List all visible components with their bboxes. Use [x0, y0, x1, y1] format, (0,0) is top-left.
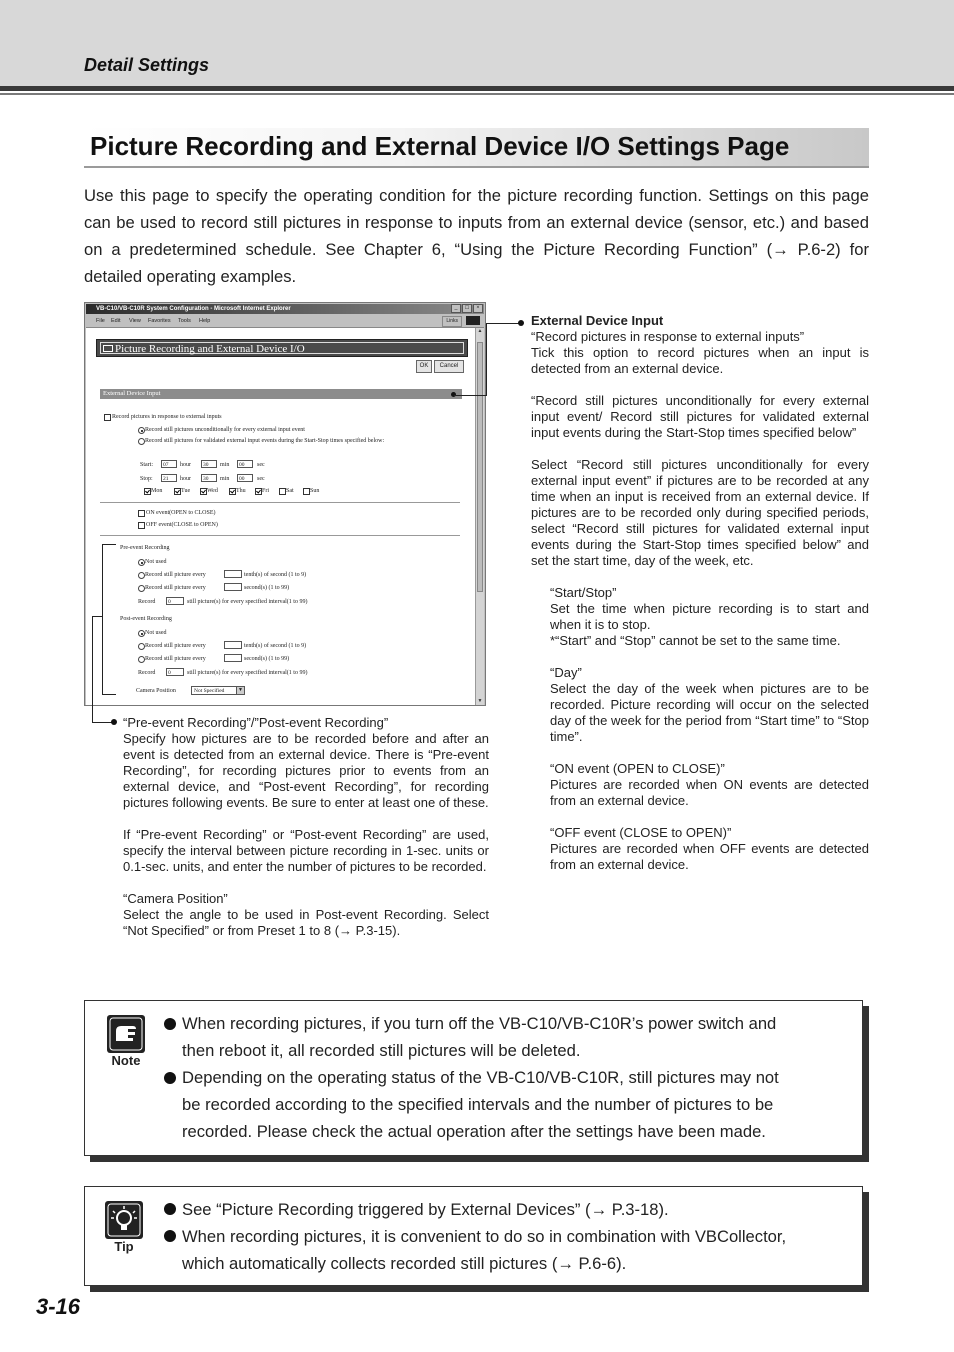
post-tenths-input[interactable]: [224, 641, 242, 649]
pre-event-heading: Pre-event Recording: [120, 545, 170, 551]
window-titlebar: [86, 304, 484, 314]
note-icon: [107, 1015, 145, 1053]
pre-tenths-radio[interactable]: [138, 572, 145, 579]
post-not-used-label: Not used: [145, 630, 167, 636]
external-input-heading: External Device Input: [531, 313, 664, 328]
tip-label: Tip: [114, 1239, 134, 1254]
day-thu-checkbox[interactable]: [229, 488, 236, 495]
divider: [100, 502, 460, 503]
page-title-text: Picture Recording and External Device I/O Settings Page: [90, 131, 790, 161]
note-text: be recorded according to the specified intervals and the number of pictures to be: [182, 1095, 774, 1114]
start-sec-input[interactable]: 00: [237, 460, 253, 468]
off-event-label: OFF event(CLOSE to OPEN): [146, 522, 218, 528]
divider: [100, 535, 460, 536]
cancel-button[interactable]: Cancel: [434, 360, 464, 373]
day-mon-label: Mon: [151, 488, 163, 494]
external-input-description: [531, 313, 869, 889]
day-sat-checkbox[interactable]: [279, 488, 286, 495]
callout-dot: [111, 719, 117, 725]
uncond-label: Record still pictures unconditionally for every external input event: [145, 427, 305, 433]
tip-text: which automatically collects recorded still pictures (→ P.6-6).: [182, 1254, 627, 1273]
tip-text: When recording pictures, it is convenient to do so in combination with VBCollector,: [182, 1227, 787, 1246]
page-title: [84, 128, 869, 168]
start-min-input[interactable]: 30: [201, 460, 217, 468]
lightbulb-icon: [105, 1201, 143, 1239]
start-hour-input[interactable]: 07: [161, 460, 177, 468]
day-tue-label: Tue: [181, 488, 191, 494]
menu-favorites[interactable]: Favorites: [148, 318, 171, 324]
pre-seconds-label: Record still picture every: [145, 585, 206, 591]
window-icon: [103, 345, 113, 352]
stop-sec-unit: sec: [257, 476, 265, 482]
post-tenths-radio[interactable]: [138, 643, 145, 650]
browser-screenshot: [84, 302, 486, 706]
chevron-down-icon: ▼: [236, 687, 244, 694]
desc-text: Set the time when picture recording is to start and when it is to stop.: [550, 601, 869, 632]
day-fri-label: Fri: [262, 488, 270, 494]
post-record-label: Record: [138, 670, 156, 676]
pre-tenths-suffix: tenth(s) of second (1 to 9): [244, 572, 307, 578]
start-sec-unit: sec: [257, 462, 265, 468]
pre-seconds-input[interactable]: [224, 583, 242, 591]
bullet-icon: [164, 1230, 176, 1242]
page-body: [86, 328, 478, 705]
note-text: recorded. Please check the actual operation after the settings have been made.: [182, 1122, 766, 1141]
desc-text: Select the angle to be used in Post-event Recording. Select “Not Specified” or from Preset 1 to 8 (→ P.3-15).: [123, 907, 489, 938]
links-button[interactable]: Links: [442, 316, 462, 327]
off-event-checkbox[interactable]: [138, 522, 145, 529]
off-event-title: “OFF event (CLOSE to OPEN)”: [550, 825, 732, 840]
menu-edit[interactable]: Edit: [111, 318, 121, 324]
stop-hour-unit: hour: [180, 476, 191, 482]
settings-title: [100, 342, 464, 354]
header-rule-thin: [0, 93, 954, 95]
bullet-icon: [164, 1203, 176, 1215]
post-not-used-radio[interactable]: [138, 630, 145, 637]
stop-label: Stop:: [140, 476, 153, 482]
post-seconds-suffix: second(s) (1 to 99): [244, 656, 290, 662]
callout-line: [92, 616, 102, 617]
settings-title-bar: [96, 339, 468, 357]
note-label: Note: [111, 1053, 141, 1068]
vertical-scrollbar[interactable]: [475, 328, 484, 705]
ok-button[interactable]: OK: [416, 360, 432, 373]
callout-line: [92, 616, 93, 722]
callout-line: [486, 323, 522, 324]
post-tenths-label: Record still picture every: [145, 643, 206, 649]
desc-text: Select the day of the week when pictures are to be recorded. Picture recording will occur on the selected day of the week for the period from “Start time” to “Stop time”.: [550, 681, 869, 744]
pre-tenths-input[interactable]: [224, 570, 242, 578]
desc-text: “Record pictures in response to external inputs”: [531, 329, 805, 344]
intro-paragraph: Use this page to specify the operating condition for the picture recording function. Settings on this page can be used to record still pictures in response to inputs from an external device (sensor, etc.) and based on a predetermined schedule. See Chapter 6, “Using the Picture Recording Function” (→ P.6-2) for detailed operating examples.: [84, 186, 869, 286]
pre-record-suffix: still picture(s) for every specified interval(1 to 99): [187, 599, 308, 605]
day-tue-checkbox[interactable]: [174, 488, 181, 495]
note-text: When recording pictures, if you turn off the VB-C10/VB-C10R’s power switch and: [182, 1014, 777, 1033]
tip-text: See “Picture Recording triggered by External Devices” (→ P.3-18).: [182, 1200, 669, 1219]
menu-help[interactable]: Help: [199, 318, 211, 324]
bullet-icon: [164, 1072, 176, 1084]
callout-line: [102, 544, 116, 545]
desc-text: Pictures are recorded when ON events are detected from an external device.: [550, 777, 869, 808]
camera-position-title: “Camera Position”: [123, 891, 228, 906]
start-hour-unit: hour: [180, 462, 191, 468]
day-fri-checkbox[interactable]: [255, 488, 262, 495]
section-label: Detail Settings: [84, 55, 210, 75]
desc-text: If “Pre-event Recording” or “Post-event Recording” are used, specify the interval between picture recording in 1-sec. units or 0.1-sec. units, and enter the number of pictures to be recorded.: [123, 827, 489, 874]
day-wed-label: Wed: [207, 488, 218, 494]
start-min-unit: min: [220, 462, 230, 468]
stop-hour-input[interactable]: 21: [161, 474, 177, 482]
menu-bar: [86, 315, 484, 328]
day-mon-checkbox[interactable]: [144, 488, 151, 495]
pre-post-description: [123, 715, 489, 955]
desc-text: “Record still pictures unconditionally for every external input event/ Record still pictures for validated external input events during the Start-Stop times specified below”: [531, 393, 869, 440]
uncond-radio[interactable]: [138, 427, 145, 434]
callout-line: [102, 544, 103, 694]
on-event-checkbox[interactable]: [138, 510, 145, 517]
menu-file[interactable]: File: [96, 318, 105, 324]
post-seconds-label: Record still picture every: [145, 656, 206, 662]
callout-line: [454, 395, 486, 396]
camera-position-select[interactable]: [191, 686, 245, 695]
scroll-thumb[interactable]: [477, 342, 483, 592]
ie-logo-icon: [466, 316, 480, 325]
on-event-label: ON event(OPEN to CLOSE): [146, 510, 216, 516]
record-on-input-checkbox[interactable]: [104, 414, 111, 421]
start-label: Start:: [140, 462, 153, 468]
post-event-heading: Post-event Recording: [120, 616, 172, 622]
desc-text: Pictures are recorded when OFF events are detected from an external device.: [550, 841, 869, 872]
post-seconds-input[interactable]: [224, 654, 242, 662]
post-record-input[interactable]: 0: [166, 668, 184, 676]
start-stop-title: “Start/Stop”: [550, 585, 617, 600]
menu-tools[interactable]: Tools: [178, 318, 191, 324]
scroll-up-icon[interactable]: ▲: [477, 329, 483, 334]
scroll-down-icon[interactable]: ▼: [477, 699, 483, 704]
callout-line: [102, 694, 116, 695]
day-sun-label: Sun: [310, 488, 320, 494]
page-number: 3-16: [36, 1294, 81, 1319]
camera-position-label: Camera Position: [136, 688, 176, 694]
desc-text: Specify how pictures are to be recorded before and after an event is detected from an external device. There is “Pre-event Recording”, for recording pictures prior to events from an external device, and “Post-event Recording”, for recording pictures following events. Be sure to enter at least one of these.: [123, 731, 489, 810]
maximize-icon[interactable]: □: [462, 304, 472, 313]
pre-record-label: Record: [138, 599, 156, 605]
post-seconds-radio[interactable]: [138, 656, 145, 663]
day-thu-label: Thu: [236, 488, 246, 494]
post-record-suffix: still picture(s) for every specified interval(1 to 99): [187, 670, 308, 676]
desc-text: *“Start” and “Stop” cannot be set to the same time.: [550, 633, 841, 648]
validated-label: Record still pictures for validated external input events during the Start-Stop times specified below:: [145, 438, 385, 444]
pre-not-used-radio[interactable]: [138, 559, 145, 566]
menu-view[interactable]: View: [129, 318, 141, 324]
stop-sec-input[interactable]: 00: [237, 474, 253, 482]
pre-not-used-label: Not used: [145, 559, 167, 565]
record-on-input-label: Record pictures in response to external inputs: [112, 414, 222, 420]
post-tenths-suffix: tenth(s) of second (1 to 9): [244, 643, 307, 649]
note-text: Depending on the operating status of the VB-C10/VB-C10R, still pictures may not: [182, 1068, 779, 1087]
on-event-title: “ON event (OPEN to CLOSE)”: [550, 761, 725, 776]
title-underline: [84, 166, 869, 168]
camera-position-value: Not Specified: [194, 688, 225, 694]
stop-min-input[interactable]: 30: [201, 474, 217, 482]
day-sun-checkbox[interactable]: [303, 488, 310, 495]
day-sat-label: Sat: [286, 488, 294, 494]
pre-record-input[interactable]: 0: [166, 597, 184, 605]
desc-text: Select “Record still pictures unconditionally for every external input event” if pictures are to be recorded at any time when an input is received from an external device. If pictures are to be recorded only during specified periods, select “Record still pictures for validated external input events during the Start-Stop times specified below” and set the start time, day of the week, etc.: [531, 457, 869, 568]
pre-seconds-suffix: second(s) (1 to 99): [244, 585, 290, 591]
pre-seconds-radio[interactable]: [138, 585, 145, 592]
bullet-icon: [164, 1018, 176, 1030]
window-controls: [451, 304, 483, 313]
day-wed-checkbox[interactable]: [200, 488, 207, 495]
validated-radio[interactable]: [138, 438, 145, 445]
day-title: “Day”: [550, 665, 582, 680]
window-title: VB-C10/VB-C10R System Configuration - Microsoft Internet Explorer: [96, 306, 291, 312]
callout-line: [486, 323, 487, 396]
close-icon[interactable]: ×: [473, 304, 483, 313]
desc-text: Tick this option to record pictures when an input is detected from an external device.: [531, 345, 869, 376]
pre-post-heading: “Pre-event Recording”/”Post-event Recording”: [123, 715, 389, 730]
note-text: then reboot it, all recorded still pictures will be deleted.: [182, 1041, 581, 1060]
external-device-input-header: External Device Input: [100, 389, 462, 399]
stop-min-unit: min: [220, 476, 230, 482]
settings-title-text: Picture Recording and External Device I/O: [115, 343, 305, 355]
pre-tenths-label: Record still picture every: [145, 572, 206, 578]
callout-dot: [518, 320, 524, 326]
minimize-icon[interactable]: _: [451, 304, 461, 313]
header-rule: [0, 86, 954, 91]
